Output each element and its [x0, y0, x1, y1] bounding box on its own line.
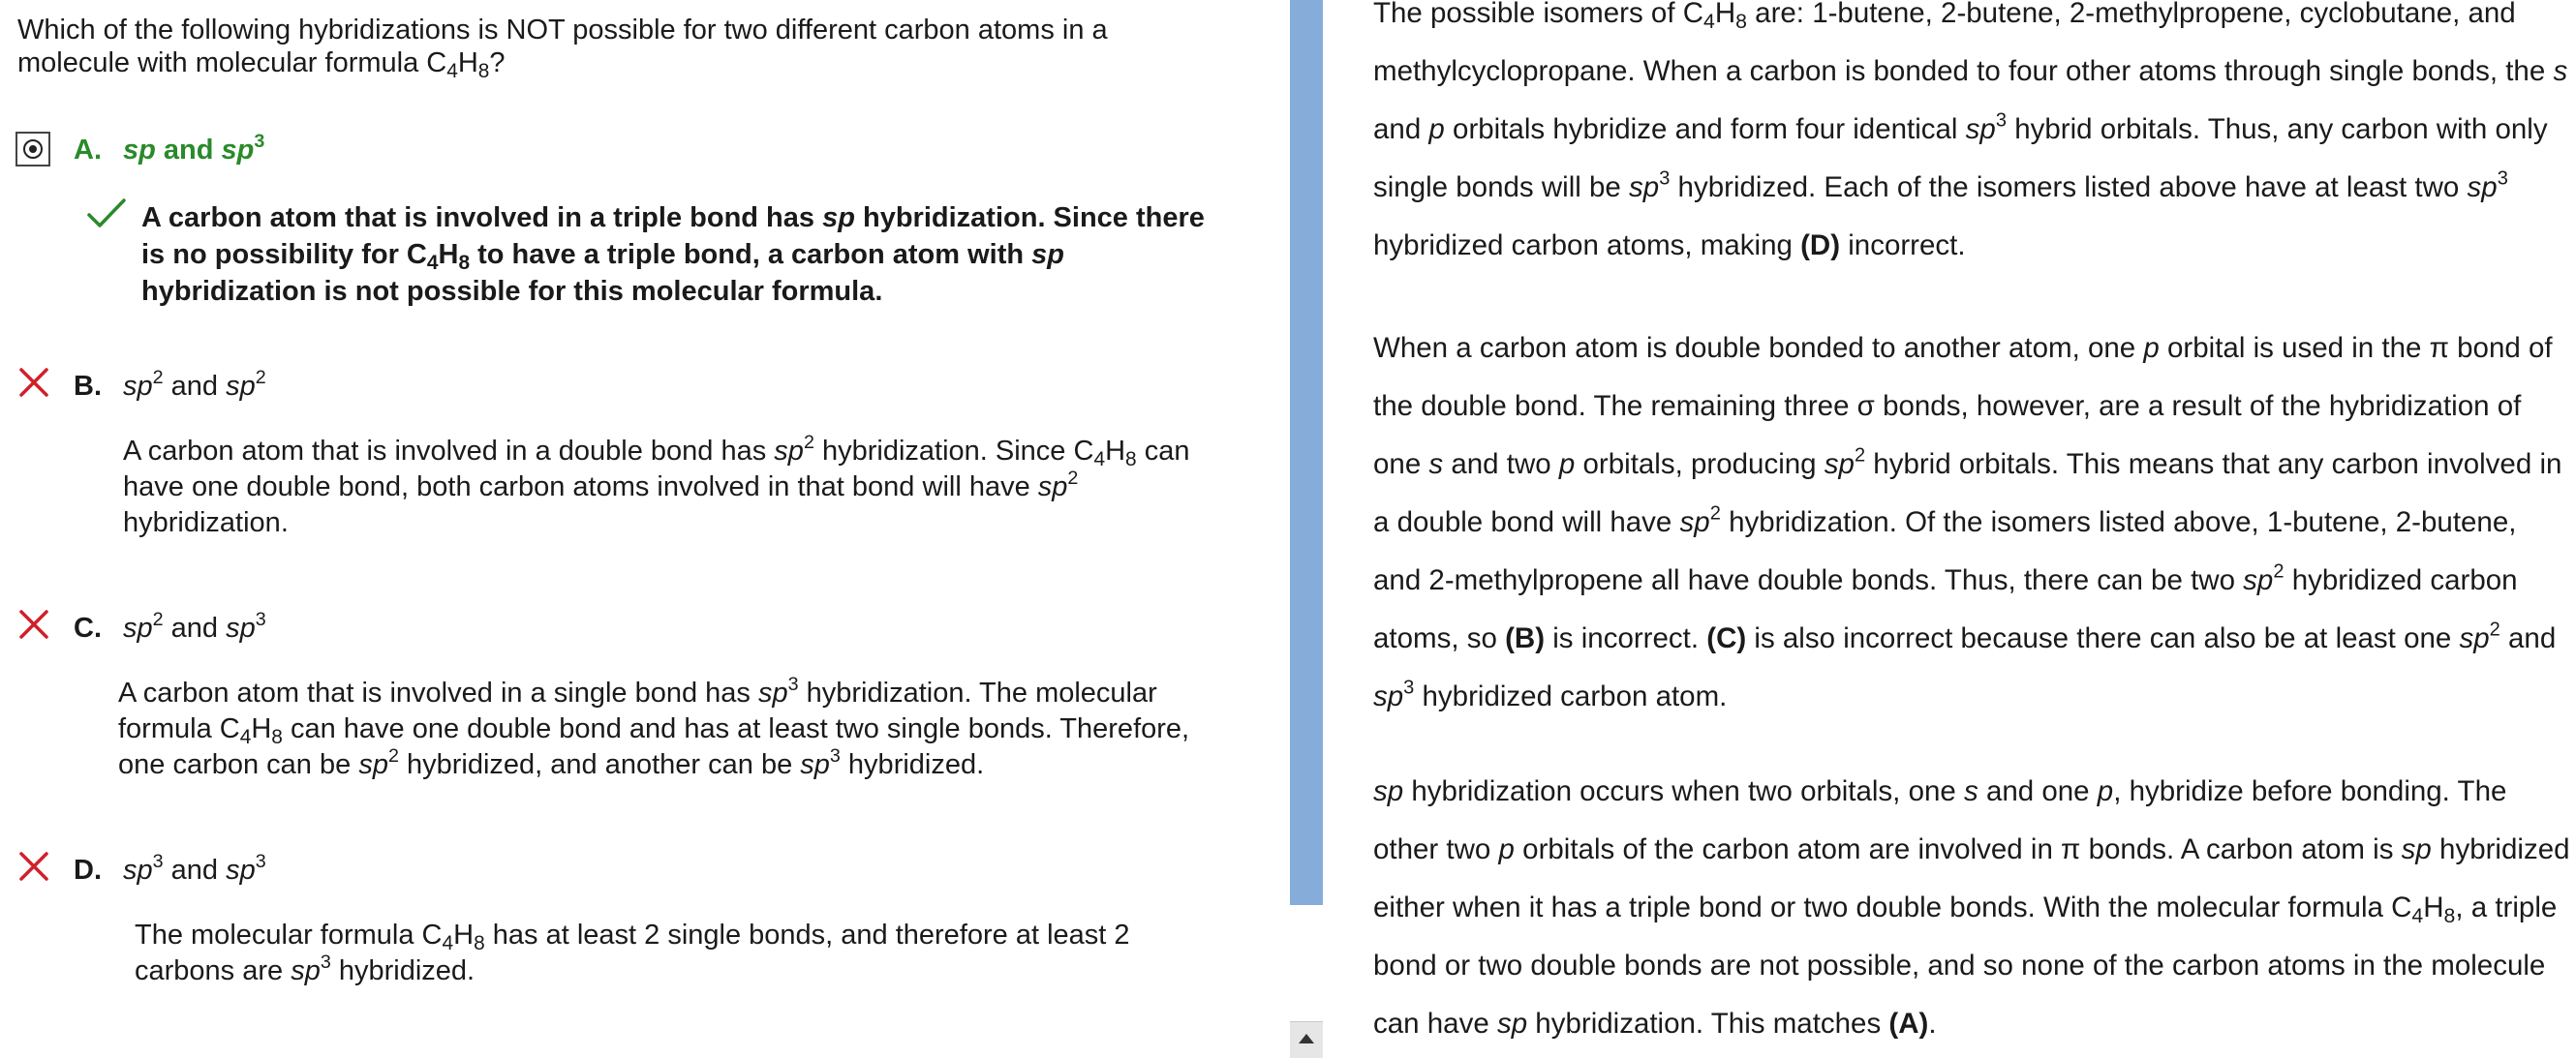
option-c-explanation: A carbon atom that is involved in a single bond has $sp^3$ hybridization. The molecular formula $C_4H_8$ can have one double bond and has at least two single bonds. Therefore, one carbon can be $sp^2$ hybridized, and another can be $sp^3$ hybridized.	[118, 673, 1190, 780]
scrollbar-thumb[interactable]	[1290, 0, 1323, 905]
scroll-up-arrow-icon	[1299, 1034, 1314, 1043]
checkmark-icon	[85, 196, 128, 230]
option-b[interactable]	[0, 366, 1278, 559]
explanation-paragraph-3: sp hybridization occurs when two orbitals, one s and one p, hybridize before bonding. The other two p orbitals of the carbon atom are involved in π bonds. A carbon atom is sp hybridized either when it has a triple bond or two double bonds. With the molecular formula $C_4H_8$, a triple bond or two double bonds are not possible, and so none of the carbon atoms in the molecule can have sp hybridization. This matches (A).	[1373, 775, 2570, 1040]
radio-selected-icon[interactable]	[15, 132, 50, 166]
option-c[interactable]	[0, 608, 1278, 801]
scrollbar-track[interactable]	[1290, 905, 1323, 1021]
option-a-explanation: A carbon atom that is involved in a triple bond has sp hybridization. Since there is no possibility for $C_4H_8$ to have a triple bond, a carbon atom with sp hybridization is not possible for this molecular formula.	[141, 202, 1205, 307]
x-mark-icon	[17, 608, 50, 641]
option-b-letter: B.	[74, 371, 102, 402]
option-b-explanation: A carbon atom that is involved in a double bond has $sp^2$ hybridization. Since $C_4H_8$ can have one double bond, both carbon atoms involved in that bond will have $sp^2$ hybridization.	[123, 431, 1190, 538]
explanation-paragraph-1: The possible isomers of $C_4H_8$ are: 1-butene, 2-butene, 2-methylpropene, cyclobutane, and methylcyclopropane. When a carbon is bonded to four other atoms through single bonds, the s and p orbitals hybridize and form four identical $sp^3$ hybrid orbitals. Thus, any carbon with only single bonds will be $sp^3$ hybridized. Each of the isomers listed above have at least two $sp^3$ hybridized carbon atoms, making (D) incorrect.	[1373, 0, 2568, 261]
question-text: Which of the following hybridizations is NOT possible for two different carbon atoms in a molecule with molecular formula $C_4H_8$?	[17, 15, 1108, 82]
option-b-answer: $sp^2$ and $sp^2$	[123, 366, 266, 402]
option-c-answer: $sp^2$ and $sp^3$	[123, 608, 266, 644]
option-d-explanation: The molecular formula $C_4H_8$ has at least 2 single bonds, and therefore at least 2 carbons are $sp^3$ hybridized.	[135, 920, 1130, 986]
scroll-up-button[interactable]	[1290, 1021, 1323, 1058]
option-d[interactable]	[0, 850, 1278, 1014]
option-d-answer: $sp^3$ and $sp^3$	[123, 850, 266, 886]
x-mark-icon	[17, 366, 50, 399]
option-c-letter: C.	[74, 613, 102, 644]
option-a[interactable]	[0, 130, 1278, 314]
option-a-letter: A.	[74, 135, 102, 166]
option-a-answer: sp and $sp^3$	[123, 130, 265, 166]
explanation-pane	[1323, 0, 2576, 1058]
option-d-letter: D.	[74, 855, 102, 886]
explanation-paragraph-2: When a carbon atom is double bonded to another atom, one p orbital is used in the π bond of the double bond. The remaining three σ bonds, however, are a result of the hybridization of one s and two p orbitals, producing $sp^2$ hybrid orbitals. This means that any carbon involved in a double bond will have $sp^2$ hybridization. Of the isomers listed above, 1-butene, 2-butene, and 2-methylpropene all have double bonds. Thus, there can be two $sp^2$ hybridized carbon atoms, so (B) is incorrect. (C) is also incorrect because there can also be at least one $sp^2$ and $sp^3$ hybridized carbon atom.	[1373, 332, 2562, 712]
x-mark-icon	[17, 850, 50, 883]
